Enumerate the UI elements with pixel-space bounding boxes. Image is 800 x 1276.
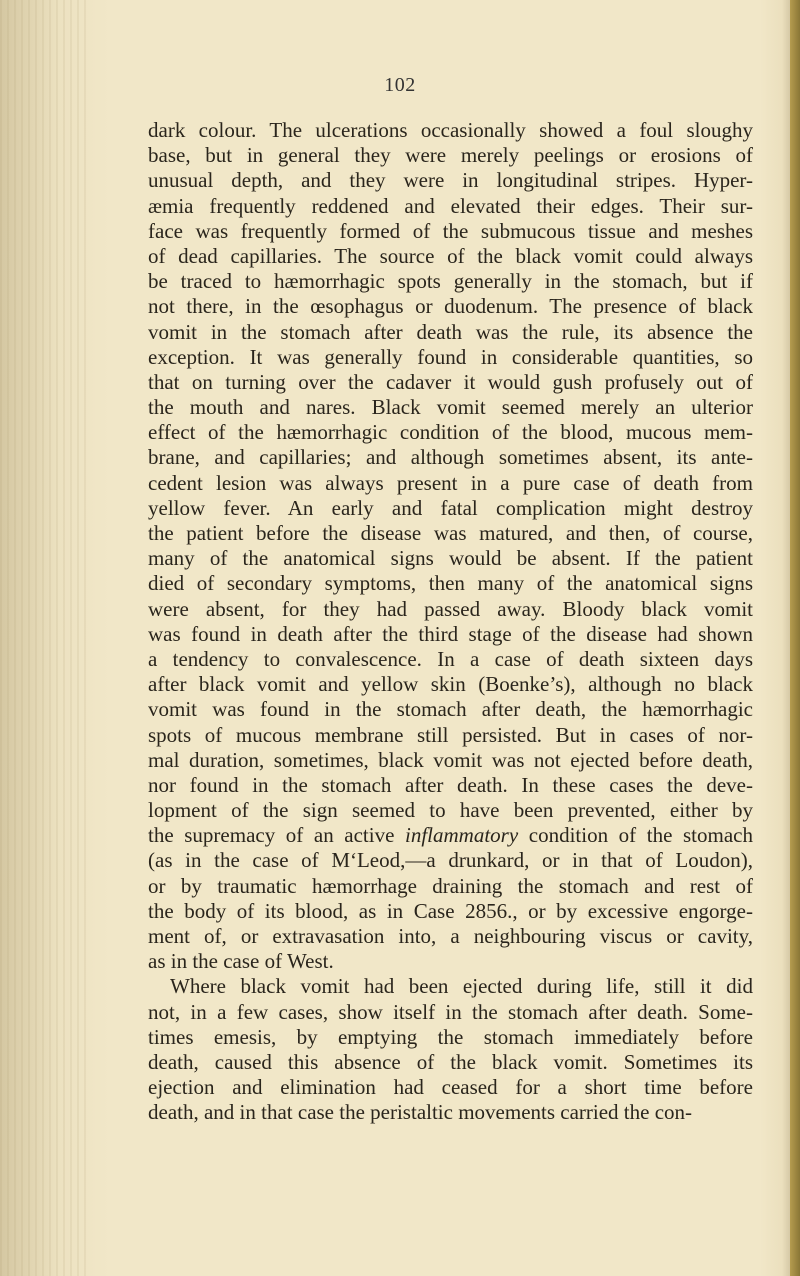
text-line: death, caused this absence of the black vomit. Sometimes its (148, 1049, 753, 1074)
text-line: (as in the case of M‘Leod,—a drunkard, or in that of Loudon), (148, 848, 753, 873)
text-line: was found in death after the third stage of the disease had shown (148, 621, 753, 646)
text-line: the body of its blood, as in Case 2856., or by excessive engorge- (148, 898, 753, 923)
text-line: ment of, or extravasation into, a neighbouring viscus or cavity, (148, 924, 753, 948)
text-line: æmia frequently reddened and elevated their edges. Their sur- (148, 193, 753, 218)
text-line: spots of mucous membrane still persisted. But in cases of nor- (148, 722, 753, 747)
text-line: ejection and elimination had ceased for a short time before (148, 1075, 753, 1100)
text-line: or by traumatic hæmorrhage draining the stomach and rest of (148, 873, 753, 898)
page-gutter-shadow (0, 0, 90, 1276)
text-line: times emesis, by emptying the stomach immediately before (148, 1024, 753, 1049)
paragraph (148, 118, 753, 974)
text-line: as in the case of West. (148, 949, 334, 974)
text-line: a tendency to convalescence. In a case of death sixteen days (148, 646, 753, 671)
text-line: effect of the hæmorrhagic condition of the blood, mucous mem- (148, 420, 753, 445)
text-line: after black vomit and yellow skin (Boenke’s), although no black (148, 672, 753, 697)
text-line: Where black vomit had been ejected during life, still it did (170, 974, 753, 999)
text-line: not, in a few cases, show itself in the stomach after death. Some- (148, 999, 753, 1024)
text-line: be traced to hæmorrhagic spots generally in the stomach, but if (148, 269, 753, 294)
page-number: 102 (384, 74, 416, 96)
text-line: exception. It was generally found in considerable quantities, so (148, 344, 753, 369)
text-line: unusual depth, and they were in longitudinal stripes. Hyper- (148, 168, 753, 193)
text-line: yellow fever. An early and fatal complication might destroy (148, 495, 753, 520)
text-line: death, and in that case the peristaltic movements carried the con- (148, 1100, 693, 1125)
page-right-edge (790, 0, 800, 1276)
text-line: dark colour. The ulcerations occasionally showed a foul sloughy (148, 118, 753, 142)
text-line: that on turning over the cadaver it would gush profusely out of (148, 369, 753, 394)
text-line: many of the anatomical signs would be absent. If the patient (148, 546, 753, 571)
text-line: the patient before the disease was matured, and then, of course, (148, 521, 753, 545)
text-line: mal duration, sometimes, black vomit was not ejected before death, (148, 747, 753, 772)
body-text (148, 118, 753, 1126)
text-line: vomit in the stomach after death was the rule, its absence the (148, 319, 753, 344)
text-line: nor found in the stomach after death. In these cases the deve- (148, 772, 753, 797)
text-line: face was frequently formed of the submucous tissue and meshes (148, 218, 753, 243)
text-line: brane, and capillaries; and although sometimes absent, its ante- (148, 445, 753, 470)
text-line: base, but in general they were merely peelings or erosions of (148, 143, 753, 168)
text-line: vomit was found in the stomach after death, the hæmorrhagic (148, 697, 753, 722)
text-line: lopment of the sign seemed to have been prevented, either by (148, 798, 753, 823)
text-line: of dead capillaries. The source of the black vomit could always (148, 243, 753, 268)
text-line: the supremacy of an active inflammatory condition of the stomach (148, 823, 753, 848)
text-line: the mouth and nares. Black vomit seemed merely an ulterior (148, 395, 753, 420)
text-line: died of secondary symptoms, then many of the anatomical signs (148, 571, 753, 596)
paragraph (148, 974, 753, 1125)
text-line: not there, in the œsophagus or duodenum. The presence of black (148, 294, 753, 319)
text-line: were absent, for they had passed away. Bloody black vomit (148, 596, 753, 621)
text-line: cedent lesion was always present in a pure case of death from (148, 470, 753, 495)
